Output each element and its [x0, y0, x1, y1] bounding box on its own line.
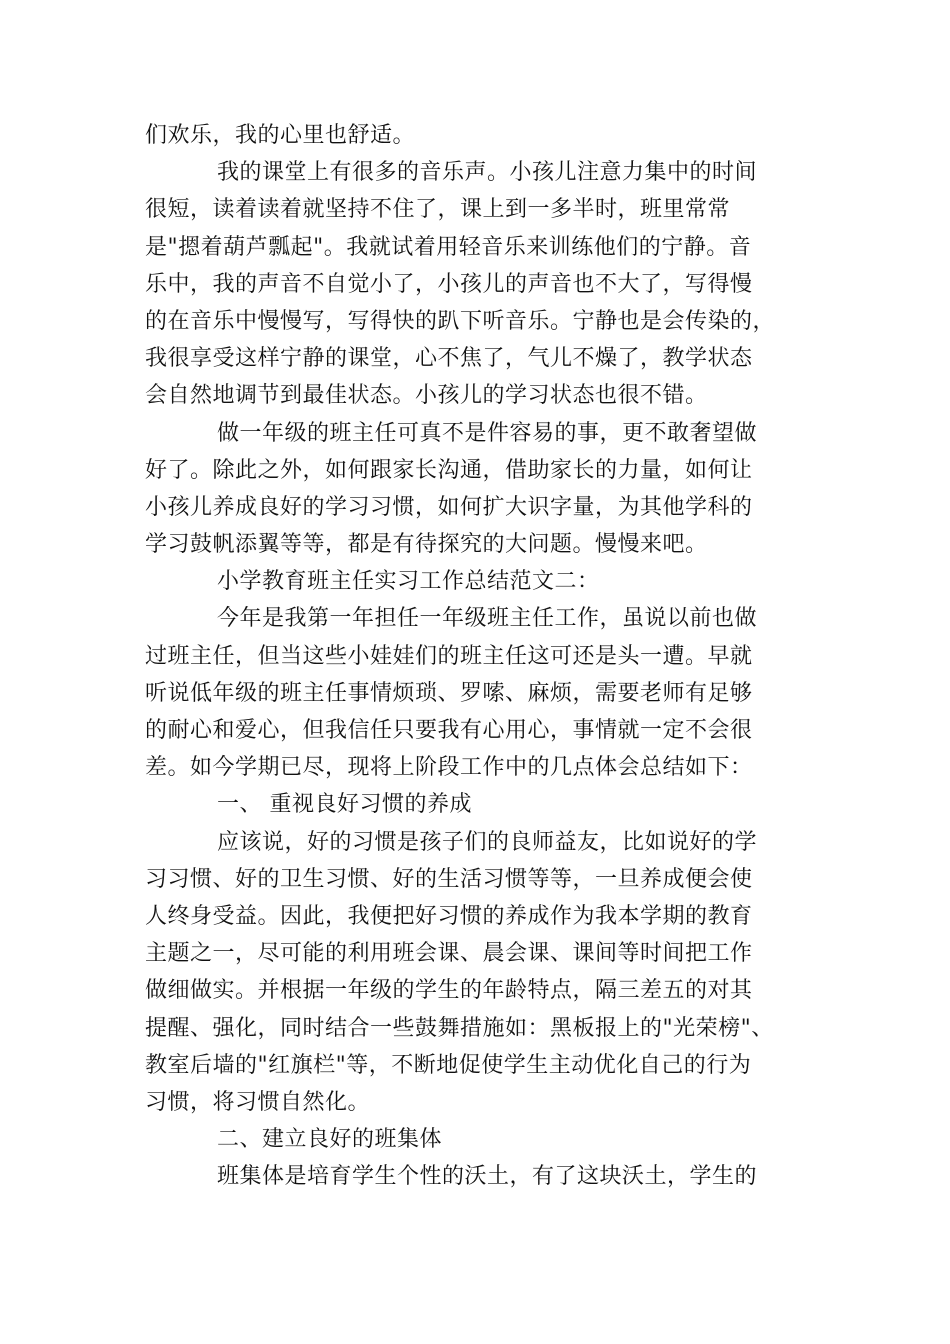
text-line: 乐中，我的声音不自觉小了，小孩儿的声音也不大了，写得慢	[145, 271, 753, 297]
text-line: 好了。除此之外，如何跟家长沟通，借助家长的力量，如何让	[145, 457, 753, 483]
text-line: 做细做实。并根据一年级的学生的年龄特点，隔三差五的对其	[145, 978, 753, 1004]
text-line: 主题之一，尽可能的利用班会课、晨会课、课间等时间把工作	[145, 941, 753, 967]
text-line: 是"摁着葫芦瓢起"。我就试着用轻音乐来训练他们的宁静。音	[145, 234, 752, 260]
document-body	[145, 117, 805, 1195]
text-line: 做一年级的班主任可真不是件容易的事，更不敢奢望做	[217, 420, 758, 446]
text-line: 人终身受益。因此，我便把好习惯的养成作为我本学期的教育	[145, 903, 753, 929]
text-line: 听说低年级的班主任事情烦琐、罗嗦、麻烦，需要老师有足够	[145, 680, 753, 706]
text-line: 一、 重视良好习惯的养成	[217, 792, 472, 818]
text-line: 我的课堂上有很多的音乐声。小孩儿注意力集中的时间	[217, 160, 758, 186]
text-line: 班集体是培育学生个性的沃土，有了这块沃土，学生的	[217, 1164, 758, 1190]
text-line: 的耐心和爱心，但我信任只要我有心用心，事情就一定不会很	[145, 718, 753, 743]
text-line: 会自然地调节到最佳状态。小孩儿的学习状态也很不错。	[145, 383, 708, 409]
text-line: 过班主任，但当这些小娃娃们的班主任这可还是头一遭。早就	[145, 643, 753, 669]
text-line: 学习鼓帆添翼等等，都是有待探究的大问题。慢慢来吧。	[145, 532, 708, 558]
text-line: 应该说，好的习惯是孩子们的良师益友，比如说好的学	[217, 829, 758, 855]
text-line: 二、建立良好的班集体	[217, 1127, 443, 1153]
text-line: 习习惯、好的卫生习惯、好的生活习惯等等，一旦养成便会使	[145, 866, 753, 892]
text-line: 提醒、强化，同时结合一些鼓舞措施如：黑板报上的"光荣榜"、	[145, 1015, 774, 1041]
text-line: 我很享受这样宁静的课堂，心不焦了，气儿不燥了，教学状态	[145, 346, 753, 372]
text-line: 很短，读着读着就坚持不住了，课上到一多半时，班里常常	[145, 197, 731, 223]
text-line: 们欢乐，我的心里也舒适。	[145, 123, 416, 148]
text-line: 今年是我第一年担任一年级班主任工作，虽说以前也做	[217, 606, 758, 632]
text-line: 小孩儿养成良好的学习习惯，如何扩大识字量，为其他学科的	[145, 494, 753, 520]
text-line: 教室后墙的"红旗栏"等，不断地促使学生主动优化自己的行为	[145, 1052, 752, 1078]
text-line: 小学教育班主任实习工作总结范文二：	[217, 569, 600, 595]
text-line: 差。如今学期已尽，现将上阶段工作中的几点体会总结如下：	[145, 755, 753, 781]
text-line: 的在音乐中慢慢写，写得快的趴下听音乐。宁静也是会传染的，	[145, 308, 776, 334]
text-line: 习惯，将习惯自然化。	[145, 1089, 371, 1115]
